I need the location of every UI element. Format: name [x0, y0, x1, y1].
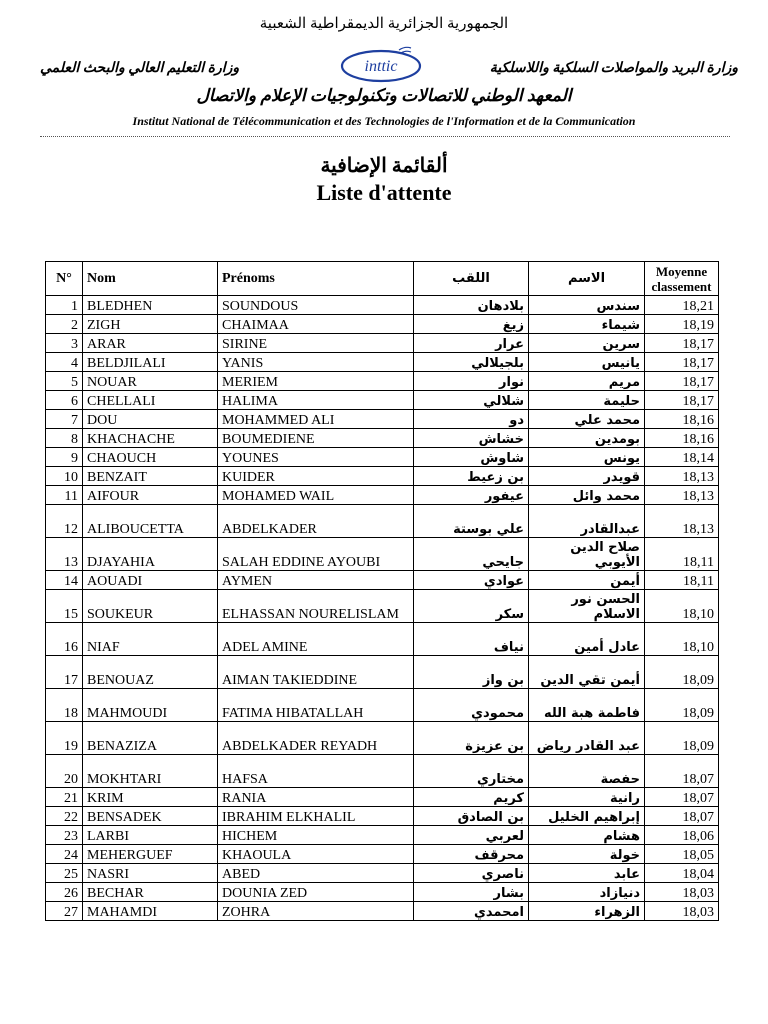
list-title-arabic: ألقائمة الإضافية: [320, 155, 448, 177]
header-nom: Nom: [83, 262, 218, 296]
cell-prenom: ADEL AMINE: [218, 623, 414, 656]
cell-nom: ARAR: [83, 334, 218, 353]
table-row: [46, 467, 719, 486]
table-row: [46, 689, 719, 722]
cell-prenom: YOUNES: [218, 448, 414, 467]
table-row: [46, 372, 719, 391]
cell-laqab: خشاش: [414, 429, 529, 448]
header-ism: الاسم: [529, 262, 645, 296]
cell-prenom: AYMEN: [218, 571, 414, 590]
cell-moyenne: 18,13: [645, 505, 719, 538]
cell-num: 18: [46, 689, 83, 722]
cell-laqab: محمودي: [414, 689, 529, 722]
cell-moyenne: 18,16: [645, 429, 719, 448]
cell-laqab: بلادهان: [414, 296, 529, 315]
table-row: [46, 826, 719, 845]
cell-nom: MAHMOUDI: [83, 689, 218, 722]
cell-laqab: ناصري: [414, 864, 529, 883]
cell-num: 22: [46, 807, 83, 826]
cell-nom: BENZAIT: [83, 467, 218, 486]
cell-ism: هشام: [529, 826, 645, 845]
cell-ism: دنيازاد: [529, 883, 645, 902]
cell-num: 16: [46, 623, 83, 656]
cell-num: 11: [46, 486, 83, 505]
cell-ism: عابد: [529, 864, 645, 883]
cell-num: 24: [46, 845, 83, 864]
cell-laqab: محرقف: [414, 845, 529, 864]
cell-num: 2: [46, 315, 83, 334]
cell-num: 8: [46, 429, 83, 448]
table-row: [46, 410, 719, 429]
cell-moyenne: 18,13: [645, 467, 719, 486]
cell-prenom: IBRAHIM ELKHALIL: [218, 807, 414, 826]
table-row: [46, 429, 719, 448]
cell-ism: سرين: [529, 334, 645, 353]
cell-laqab: شاوش: [414, 448, 529, 467]
table-row: [46, 391, 719, 410]
table-row: [46, 807, 719, 826]
table-row: [46, 845, 719, 864]
cell-ism: الزهراء: [529, 902, 645, 921]
cell-ism: رانية: [529, 788, 645, 807]
cell-prenom: MOHAMED WAIL: [218, 486, 414, 505]
cell-num: 17: [46, 656, 83, 689]
cell-nom: ZIGH: [83, 315, 218, 334]
cell-laqab: علي بوستة: [414, 505, 529, 538]
cell-moyenne: 18,09: [645, 689, 719, 722]
cell-nom: BELDJILALI: [83, 353, 218, 372]
cell-prenom: DOUNIA ZED: [218, 883, 414, 902]
cell-ism: حليمة: [529, 391, 645, 410]
table-header-row: [46, 262, 719, 296]
cell-moyenne: 18,04: [645, 864, 719, 883]
cell-ism: إبراهيم الخليل: [529, 807, 645, 826]
cell-ism: سندس: [529, 296, 645, 315]
cell-moyenne: 18,21: [645, 296, 719, 315]
cell-num: 20: [46, 755, 83, 788]
cell-moyenne: 18,17: [645, 334, 719, 353]
cell-laqab: جايحي: [414, 538, 529, 571]
cell-prenom: SALAH EDDINE AYOUBI: [218, 538, 414, 571]
cell-ism: أيمن تقي الدين: [529, 656, 645, 689]
cell-prenom: KUIDER: [218, 467, 414, 486]
cell-nom: BENSADEK: [83, 807, 218, 826]
cell-prenom: HICHEM: [218, 826, 414, 845]
cell-num: 4: [46, 353, 83, 372]
cell-laqab: زيغ: [414, 315, 529, 334]
cell-laqab: عيفور: [414, 486, 529, 505]
cell-moyenne: 18,06: [645, 826, 719, 845]
cell-ism: صلاح الدين الأيوبي: [529, 538, 645, 571]
cell-nom: NOUAR: [83, 372, 218, 391]
cell-prenom: HALIMA: [218, 391, 414, 410]
cell-laqab: شلالي: [414, 391, 529, 410]
cell-ism: يونس: [529, 448, 645, 467]
cell-num: 5: [46, 372, 83, 391]
cell-moyenne: 18,09: [645, 722, 719, 755]
cell-num: 19: [46, 722, 83, 755]
cell-moyenne: 18,07: [645, 755, 719, 788]
cell-nom: BLEDHEN: [83, 296, 218, 315]
table-row: [46, 315, 719, 334]
header-prenoms: Prénoms: [218, 262, 414, 296]
cell-nom: CHAOUCH: [83, 448, 218, 467]
cell-num: 3: [46, 334, 83, 353]
cell-num: 25: [46, 864, 83, 883]
cell-moyenne: 18,17: [645, 372, 719, 391]
cell-moyenne: 18,07: [645, 807, 719, 826]
cell-laqab: كريم: [414, 788, 529, 807]
header-laqab: اللقب: [414, 262, 529, 296]
cell-ism: أيمن: [529, 571, 645, 590]
cell-nom: LARBI: [83, 826, 218, 845]
cell-nom: AOUADI: [83, 571, 218, 590]
cell-ism: الحسن نور الاسلام: [529, 590, 645, 623]
list-title-french: Liste d'attente: [316, 180, 452, 205]
cell-nom: SOUKEUR: [83, 590, 218, 623]
cell-num: 27: [46, 902, 83, 921]
cell-nom: BENOUAZ: [83, 656, 218, 689]
cell-prenom: KHAOULA: [218, 845, 414, 864]
waiting-list-table: [45, 261, 719, 921]
cell-nom: AIFOUR: [83, 486, 218, 505]
cell-moyenne: 18,17: [645, 353, 719, 372]
table-row: [46, 571, 719, 590]
cell-ism: عادل أمين: [529, 623, 645, 656]
cell-laqab: بن زعيط: [414, 467, 529, 486]
cell-prenom: BOUMEDIENE: [218, 429, 414, 448]
table-row: [46, 656, 719, 689]
cell-moyenne: 18,11: [645, 538, 719, 571]
cell-num: 9: [46, 448, 83, 467]
cell-nom: NIAF: [83, 623, 218, 656]
cell-laqab: بن عزيزة: [414, 722, 529, 755]
cell-moyenne: 18,07: [645, 788, 719, 807]
cell-prenom: RANIA: [218, 788, 414, 807]
cell-laqab: لعربي: [414, 826, 529, 845]
cell-num: 7: [46, 410, 83, 429]
table-row: [46, 883, 719, 902]
cell-num: 26: [46, 883, 83, 902]
cell-laqab: عرار: [414, 334, 529, 353]
cell-moyenne: 18,03: [645, 902, 719, 921]
cell-num: 13: [46, 538, 83, 571]
institute-name-french: Institut National de Télécommunication et des Technologies de l'Information et de la Communication: [132, 114, 636, 128]
cell-nom: NASRI: [83, 864, 218, 883]
cell-num: 21: [46, 788, 83, 807]
table-row: [46, 538, 719, 571]
institute-logo: [339, 42, 423, 86]
cell-prenom: SOUNDOUS: [218, 296, 414, 315]
cell-ism: عبدالقادر: [529, 505, 645, 538]
table-row: [46, 448, 719, 467]
cell-num: 10: [46, 467, 83, 486]
cell-ism: حفصة: [529, 755, 645, 788]
cell-prenom: ABED: [218, 864, 414, 883]
cell-moyenne: 18,14: [645, 448, 719, 467]
cell-nom: MEHERGUEF: [83, 845, 218, 864]
cell-prenom: HAFSA: [218, 755, 414, 788]
cell-moyenne: 18,19: [645, 315, 719, 334]
logo-text: inttic: [364, 58, 398, 75]
cell-laqab: بن الصادق: [414, 807, 529, 826]
table-row: [46, 486, 719, 505]
table-row: [46, 902, 719, 921]
header-divider: [40, 136, 730, 137]
cell-moyenne: 18,11: [645, 571, 719, 590]
cell-nom: ALIBOUCETTA: [83, 505, 218, 538]
cell-prenom: ELHASSAN NOURELISLAM: [218, 590, 414, 623]
header-num: N°: [46, 262, 83, 296]
cell-num: 12: [46, 505, 83, 538]
cell-prenom: AIMAN TAKIEDDINE: [218, 656, 414, 689]
cell-ism: محمد علي: [529, 410, 645, 429]
cell-nom: BECHAR: [83, 883, 218, 902]
table-body: [46, 296, 719, 921]
cell-nom: MAHAMDI: [83, 902, 218, 921]
table-row: [46, 623, 719, 656]
cell-num: 1: [46, 296, 83, 315]
ministry-higher-education: وزارة التعليم العالي والبحث العلمي: [40, 61, 240, 76]
cell-num: 14: [46, 571, 83, 590]
cell-prenom: FATIMA HIBATALLAH: [218, 689, 414, 722]
cell-prenom: ABDELKADER REYADH: [218, 722, 414, 755]
cell-num: 15: [46, 590, 83, 623]
cell-prenom: YANIS: [218, 353, 414, 372]
cell-laqab: مختاري: [414, 755, 529, 788]
cell-ism: خولة: [529, 845, 645, 864]
cell-prenom: ZOHRA: [218, 902, 414, 921]
republic-header: الجمهورية الجزائرية الديمقراطية الشعبية: [259, 16, 509, 32]
cell-ism: شيماء: [529, 315, 645, 334]
cell-nom: DJAYAHIA: [83, 538, 218, 571]
cell-laqab: بن واز: [414, 656, 529, 689]
cell-moyenne: 18,09: [645, 656, 719, 689]
cell-nom: KRIM: [83, 788, 218, 807]
cell-laqab: نوار: [414, 372, 529, 391]
table-row: [46, 755, 719, 788]
cell-laqab: سكر: [414, 590, 529, 623]
cell-nom: MOKHTARI: [83, 755, 218, 788]
header-moyenne: Moyenne classement: [645, 262, 719, 296]
cell-prenom: SIRINE: [218, 334, 414, 353]
cell-num: 6: [46, 391, 83, 410]
cell-nom: KHACHACHE: [83, 429, 218, 448]
table-row: [46, 296, 719, 315]
cell-moyenne: 18,16: [645, 410, 719, 429]
cell-moyenne: 18,17: [645, 391, 719, 410]
institute-name-arabic: المعهد الوطني للاتصالات وتكنولوجيات الإعلام والاتصال: [196, 86, 572, 105]
cell-ism: عبد القادر رياض: [529, 722, 645, 755]
cell-nom: BENAZIZA: [83, 722, 218, 755]
cell-ism: فاطمة هبة الله: [529, 689, 645, 722]
table-row: [46, 353, 719, 372]
cell-nom: CHELLALI: [83, 391, 218, 410]
cell-ism: مريم: [529, 372, 645, 391]
table-row: [46, 334, 719, 353]
table-row: [46, 722, 719, 755]
cell-ism: بومدين: [529, 429, 645, 448]
cell-laqab: بشار: [414, 883, 529, 902]
table-row: [46, 590, 719, 623]
cell-moyenne: 18,03: [645, 883, 719, 902]
table-row: [46, 505, 719, 538]
cell-prenom: MOHAMMED ALI: [218, 410, 414, 429]
cell-prenom: ABDELKADER: [218, 505, 414, 538]
cell-moyenne: 18,10: [645, 590, 719, 623]
cell-ism: يانيس: [529, 353, 645, 372]
cell-laqab: بلجيلالي: [414, 353, 529, 372]
cell-prenom: CHAIMAA: [218, 315, 414, 334]
table-row: [46, 788, 719, 807]
cell-ism: محمد وائل: [529, 486, 645, 505]
table-row: [46, 864, 719, 883]
cell-laqab: نياف: [414, 623, 529, 656]
cell-prenom: MERIEM: [218, 372, 414, 391]
cell-ism: قويدر: [529, 467, 645, 486]
cell-laqab: امحمدي: [414, 902, 529, 921]
cell-moyenne: 18,10: [645, 623, 719, 656]
cell-nom: DOU: [83, 410, 218, 429]
ministry-post: وزارة البريد والمواصلات السلكية واللاسلكية: [489, 61, 738, 76]
cell-num: 23: [46, 826, 83, 845]
cell-laqab: عوادي: [414, 571, 529, 590]
cell-moyenne: 18,05: [645, 845, 719, 864]
cell-moyenne: 18,13: [645, 486, 719, 505]
cell-laqab: دو: [414, 410, 529, 429]
